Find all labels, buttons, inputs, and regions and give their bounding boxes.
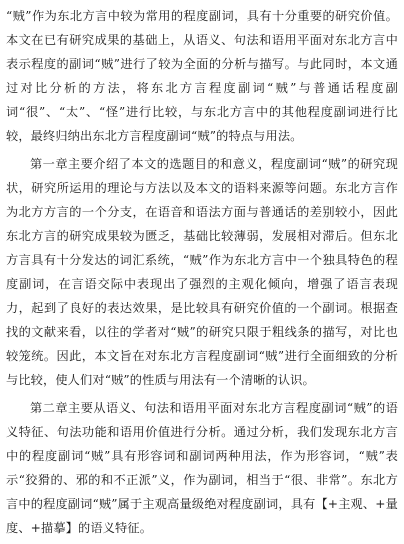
- paragraph-chapter-one: 第一章主要介绍了本文的选题目的和意义，程度副词“贼”的研究现状，研究所运用的理论与方法以及本文的语料来源等问题。东北方言作为北方方言的一个分支，在语音和语法方面与普通话的差别较小，因此东北方言的研究成果较为匮乏，基础比较薄弱，发展相对滞后。但东北方言具有十分发达的词汇系统，“贼”作为东北方言中一个独具特色的程度副词，在言语交际中表现出了强烈的主观化倾向，增强了语言表现力，起到了良好的表达效果，是比较具有研究价值的一个副词。根据查找的文献来看，以往的学者对“贼”的研究只限于粗线条的描写，对比也较笼统。因此，本文旨在对东北方言程度副词“贼”进行全面细致的分析与比较，使人们对“贼”的性质与用法有一个清晰的认识。: [6, 157, 398, 387]
- paragraph-intro: “贼”作为东北方言中较为常用的程度副词，具有十分重要的研究价值。本文在已有研究成果的基础上，从语义、句法和语用平面对东北方言中表示程度的副词“贼”进行了较为全面的分析与描写。与此同时，本文通过对比分析的方法，将东北方言程度副词“贼”与普通话程度副词“很”、“太”、“怪”进行比较，与东北方言中的其他程度副词进行比较，最终归纳出东北方言程度副词“贼”的特点与用法。: [6, 9, 398, 143]
- document-page: [6, 4, 398, 544]
- paragraph-chapter-two: 第二章主要从语义、句法和语用平面对东北方言程度副词“贼”的语义特征、句法功能和语用价值进行分析。通过分析，我们发现东北方言中的程度副词“贼”具有形容词和副词两种用法，作为形容词，“贼”表示“狡猾的、邪的和不正派”义，作为副词，相当于“很、非常”。东北方言中的程度副词“贼”属于主观高量级绝对程度副词，具有【+主观、+量度、+描摹】的语义特征。: [6, 401, 398, 535]
